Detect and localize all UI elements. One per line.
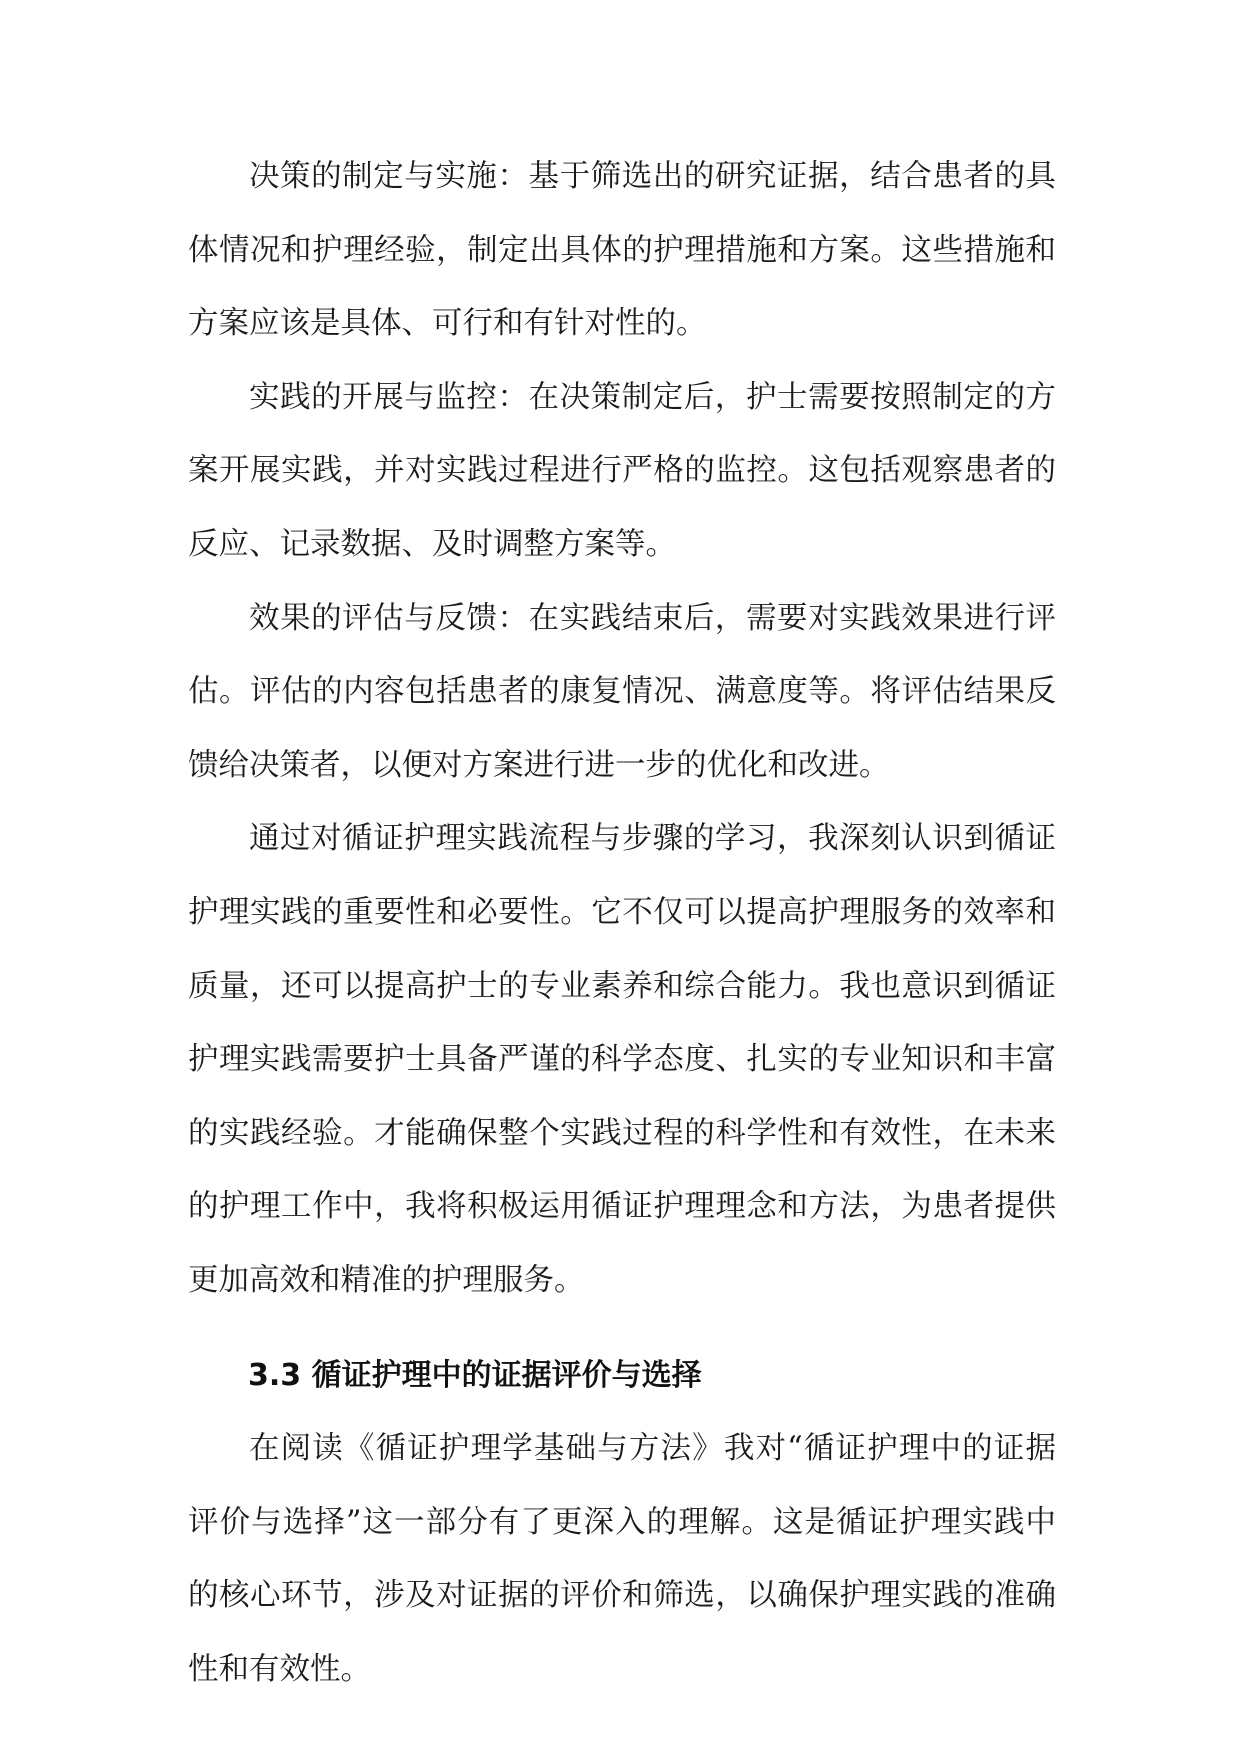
paragraph-evaluation-feedback: 效果的评估与反馈：在实践结束后，需要对实践效果进行评估。评估的内容包括患者的康复情况、满意度等。将评估结果反馈给决策者，以便对方案进行进一步的优化和改进。 — [188, 600, 1056, 783]
paragraph-evidence-intro: 在阅读《循证护理学基础与方法》我对“循证护理中的证据评价与选择”这一部分有了更深入的理解。这是循证护理实践中的核心环节，涉及对证据的评价和筛选，以确保护理实践的准确性和有效性。 — [188, 1431, 1056, 1687]
section-heading: 3.3 循证护理中的证据评价与选择 — [248, 1357, 702, 1393]
paragraph-practice-monitoring: 实践的开展与监控：在决策制定后，护士需要按照制定的方案开展实践，并对实践过程进行严格的监控。这包括观察患者的反应、记录数据、及时调整方案等。 — [188, 379, 1056, 562]
paragraph-decision-making: 决策的制定与实施：基于筛选出的研究证据，结合患者的具体情况和护理经验，制定出具体的护理措施和方案。这些措施和方案应该是具体、可行和有针对性的。 — [188, 159, 1056, 342]
document-body — [188, 140, 1056, 1706]
paragraph-summary: 通过对循证护理实践流程与步骤的学习，我深刻认识到循证护理实践的重要性和必要性。它不仅可以提高护理服务的效率和质量，还可以提高护士的专业素养和综合能力。我也意识到循证护理实践需要护士具备严谨的科学态度、扎实的专业知识和丰富的实践经验。才能确保整个实践过程的科学性和有效性，在未来的护理工作中，我将积极运用循证护理理念和方法，为患者提供更加高效和精准的护理服务。 — [188, 821, 1056, 1298]
